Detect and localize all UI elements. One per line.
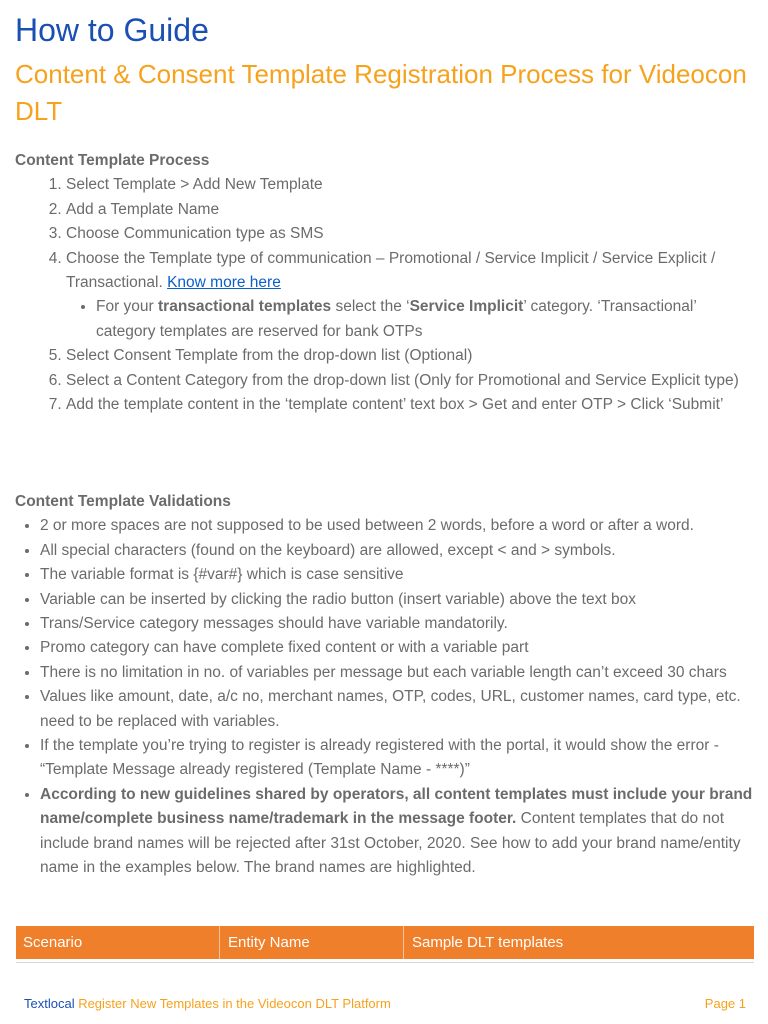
table-bottom-rule <box>16 962 754 963</box>
validations-list <box>15 514 755 880</box>
templates-table-header <box>16 926 754 959</box>
column-header-scenario: Scenario <box>23 934 83 951</box>
text-span: For your <box>96 298 159 316</box>
list-item: 6. Select a Content Category from the drop-down list (Only for Promotional and Service Explicit type) <box>66 369 755 393</box>
footer-left <box>24 996 391 1011</box>
process-steps-list <box>15 173 755 417</box>
list-item: • All special characters (found on the keyboard) are allowed, except < and > symbols. <box>40 539 755 563</box>
footer-doc-title: Register New Templates in the Videocon DLT Platform <box>74 996 391 1011</box>
list-item: 3. Choose Communication type as SMS <box>66 222 755 246</box>
list-item: 7. Add the template content in the ‘template content’ text box > Get and enter OTP > Click ‘Submit’ <box>66 393 755 417</box>
sub-list <box>66 295 755 344</box>
list-item: • Values like amount, date, a/c no, merchant names, OTP, codes, URL, customer names, card type, etc. need to be replaced with variables. <box>40 685 755 734</box>
column-header-sample-templates: Sample DLT templates <box>403 926 754 959</box>
list-item: 2. Add a Template Name <box>66 198 755 222</box>
list-item: 5. Select Consent Template from the drop-down list (Optional) <box>66 344 755 368</box>
text-span: Content templates that do not include brand names will be rejected after 31st October, 2020. See how to add your brand name/entity name in the examples below. The brand names are highlighted. <box>40 810 741 877</box>
list-item: • Promo category can have complete fixed content or with a variable part <box>40 636 755 660</box>
list-item: • Trans/Service category messages should have variable mandatorily. <box>40 612 755 636</box>
list-item <box>66 247 755 345</box>
list-item: 1. Select Template > Add New Template <box>66 173 755 197</box>
list-item: • The variable format is {#var#} which is case sensitive <box>40 563 755 587</box>
bold-text: Service Implicit <box>409 298 524 316</box>
list-item: • There is no limitation in no. of variables per message but each variable length can’t exceed 30 chars <box>40 661 755 685</box>
validations-section <box>15 490 755 881</box>
text-span: ’ category. ‘Transactional’ category templates are reserved for bank OTPs <box>96 298 697 340</box>
list-item <box>40 783 755 881</box>
list-item: • If the template you’re trying to register is already registered with the portal, it would show the error - “Template Message already registered (Template Name - ****)” <box>40 734 755 783</box>
text-span: select the ‘ <box>331 298 410 316</box>
footer-brand: Textlocal <box>24 996 75 1011</box>
list-item: • 2 or more spaces are not supposed to be used between 2 words, before a word or after a word. <box>40 514 755 538</box>
step-text: Choose the Template type of communication – Promotional / Service Implicit / Service Explicit / Transactional. <box>66 249 716 292</box>
page-footer <box>24 996 746 1011</box>
bold-text: According to new guidelines shared by operators, all content templates must include your brand name/complete business name/trademark in the message footer. <box>40 785 753 828</box>
page-subtitle: Content & Consent Template Registration Process for Videocon DLT <box>15 59 747 126</box>
list-item <box>96 295 755 344</box>
content-template-process-section <box>15 149 755 417</box>
section-heading: Content Template Validations <box>15 493 231 510</box>
page-number: Page 1 <box>704 996 746 1011</box>
bold-text: transactional templates <box>158 298 332 316</box>
page-title: How to Guide <box>15 12 209 48</box>
section-heading: Content Template Process <box>15 152 210 169</box>
list-item: • Variable can be inserted by clicking the radio button (insert variable) above the text box <box>40 588 755 612</box>
column-header-entity-name: Entity Name <box>219 926 403 959</box>
know-more-link[interactable]: Know more here <box>167 274 281 292</box>
